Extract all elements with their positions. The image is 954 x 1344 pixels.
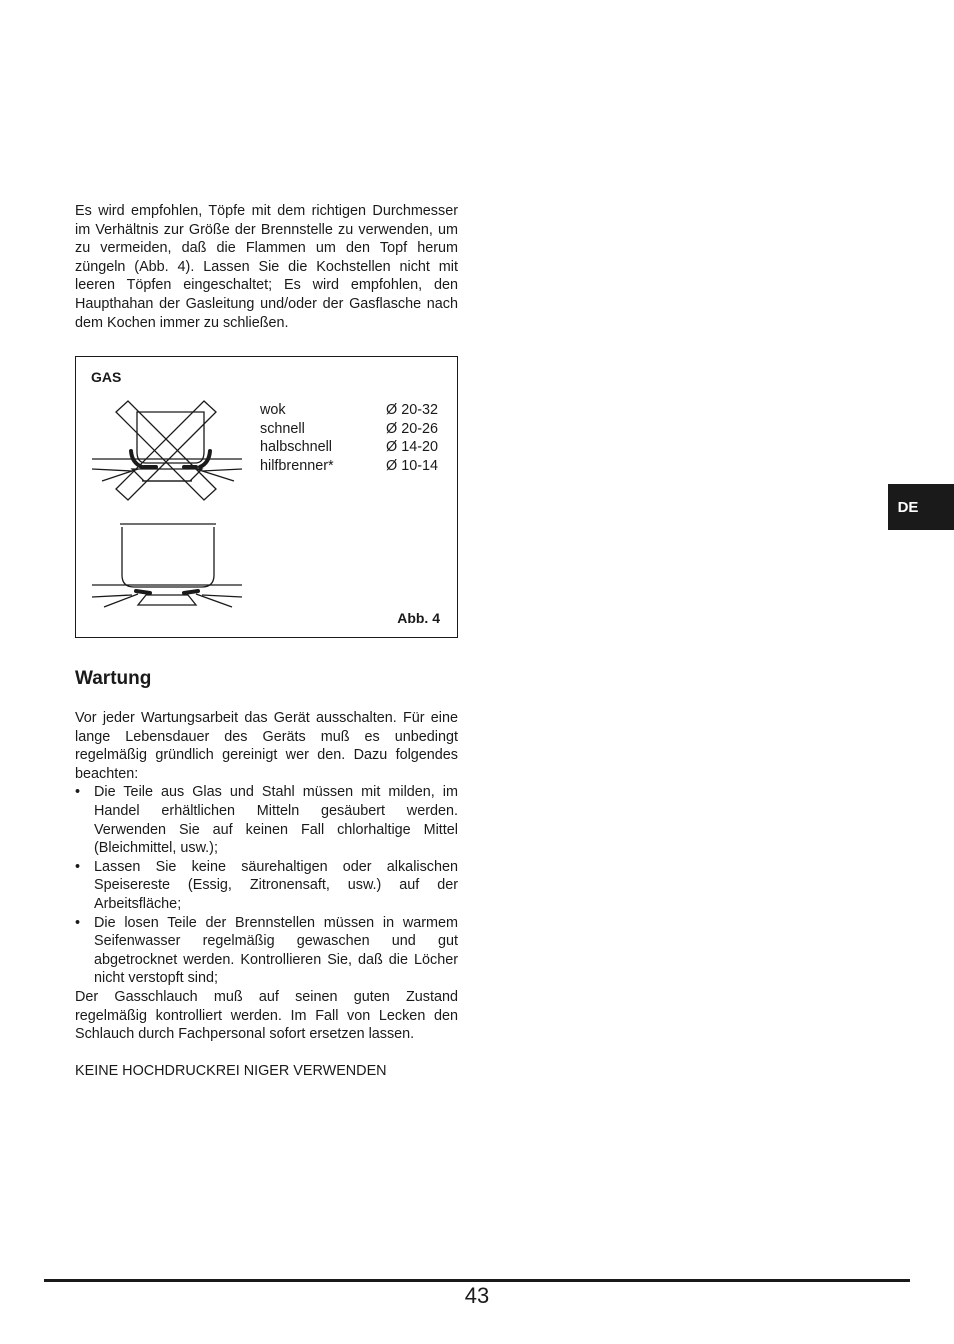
burner-name: halbschnell	[260, 439, 333, 456]
list-item	[75, 858, 458, 914]
maintenance-text	[75, 709, 458, 1044]
pot-diameter: Ø 14-20	[386, 439, 438, 456]
figure-caption: Abb. 4	[397, 610, 440, 626]
list-item	[75, 914, 458, 988]
footer-rule	[44, 1279, 910, 1282]
figure-pot-size	[75, 356, 458, 638]
pot-diameter: Ø 20-32	[386, 402, 438, 418]
section-title: Wartung	[75, 668, 152, 689]
bullet-icon: •	[75, 914, 81, 931]
maintenance-intro: Vor jeder Wartungsarbeit das Gerät ausschalten. Für eine lange Lebensdauer des Geräts muß es unbedingt regelmäßig gründlich gereinigt wer den. Dazu folgendes beachten:	[75, 710, 458, 782]
list-item-text: Die Teile aus Glas und Stahl müssen mit milden, im Handel erhältlichen Mitteln gesäubert werden. Verwenden Sie auf keinen Fall chlorhaltige Mittel (Bleichmittel, usw.);	[94, 784, 458, 857]
size-row	[260, 401, 438, 420]
maintenance-list	[75, 783, 458, 988]
burner-name: schnell	[260, 420, 305, 437]
list-item	[75, 783, 458, 857]
burner-name: hilfbrenner*	[260, 457, 334, 474]
warning-text: KEINE HOCHDRUCKREI NIGER VERWENDEN	[75, 1063, 387, 1079]
page-number: 43	[464, 1283, 490, 1308]
figure-label: GAS	[91, 369, 122, 385]
pot-diameter: Ø 20-26	[386, 420, 438, 437]
maintenance-outro: Der Gasschlauch muß auf seinen guten Zustand regelmäßig kontrolliert werden. Im Fall von Lecken den Schlauch durch Fachpersonal sofort ersetzen lassen.	[75, 988, 458, 1043]
list-item-text: Die losen Teile der Brennstellen müssen in warmem Seifenwasser regelmäßig gewaschen und gut abgetrocknet werden. Kontrollieren Sie, daß die Löcher nicht verstopft sind;	[94, 914, 458, 987]
pot-diameter: Ø 10-14	[386, 457, 438, 474]
size-row	[260, 420, 438, 439]
size-row	[260, 457, 438, 476]
burner-name: wok	[260, 402, 286, 418]
list-item-text: Lassen Sie keine säurehaltigen oder alkalischen Speisereste (Essig, Zitronensaft, usw.) auf der Arbeitsfläche;	[94, 858, 458, 912]
pot-size-table	[260, 401, 438, 475]
intro-paragraph: Es wird empfohlen, Töpfe mit dem richtigen Durchmesser im Verhältnis zur Größe der Brennstelle zu verwenden, um zu vermeiden, daß die Flammen um den Topf herum züngeln (Abb. 4). Lassen Sie die Kochstellen nicht mit leeren Töpfen eingeschaltet; Es wird empfohlen, den Haupthahan der Gasleitung und/oder der Gasflasche nach dem Kochen immer zu schließen.	[75, 203, 458, 331]
language-tab: DE	[888, 484, 954, 530]
burner-diagram	[76, 357, 457, 637]
bullet-icon: •	[75, 784, 81, 801]
size-row	[260, 438, 438, 457]
bullet-icon: •	[75, 858, 81, 875]
